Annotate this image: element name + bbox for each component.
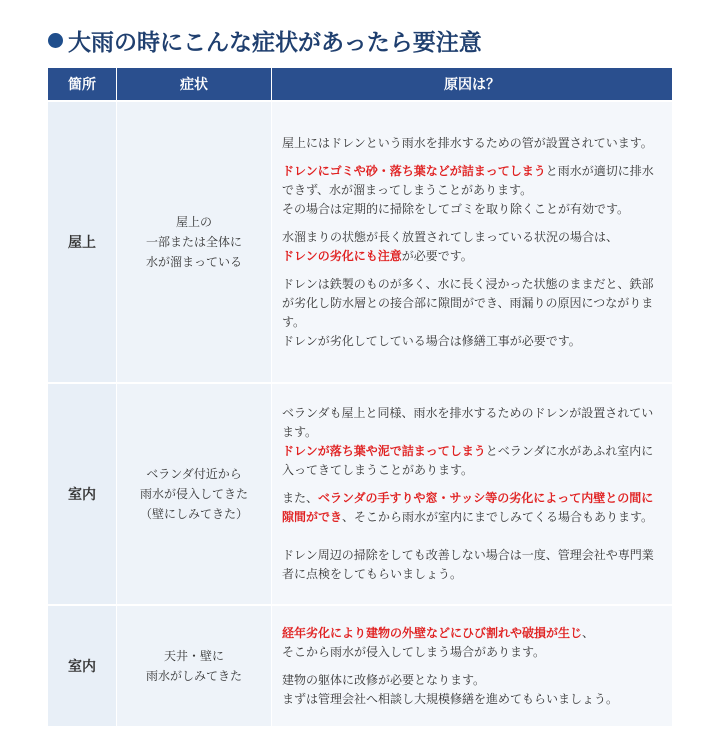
cause-paragraph	[282, 671, 664, 709]
symptom-line: 一部または全体に	[145, 235, 242, 249]
cause-cell	[272, 605, 673, 726]
body-text: ドレン周辺の掃除をしても改善しない場合は一度、管理会社や専門業者に点検をしてもらいましょう。	[282, 548, 654, 581]
cause-paragraph	[282, 228, 664, 266]
cause-paragraph	[282, 134, 664, 153]
body-text: が必要です。	[401, 248, 473, 263]
body-text: まずは管理会社へ相談し大規模修繕を進めてもらいましょう。	[282, 691, 619, 706]
location-cell: 屋上	[48, 101, 117, 383]
symptom-line: 水が溜まっている	[145, 255, 242, 269]
emphasis-text: ベランダの手すりや窓・サッシ等の劣化によって内壁との間に隙間ができ	[282, 491, 654, 524]
cause-paragraph	[282, 162, 664, 219]
symptom-table	[48, 68, 672, 726]
page-heading	[48, 22, 482, 58]
body-text: 、そこから雨水が室内にまでしみてくる場合もあります。	[342, 510, 654, 524]
body-text: また、	[282, 491, 319, 505]
table-row	[48, 605, 672, 726]
body-text: とベランダに水があふれ室内に入ってきてしまうことがあります。	[282, 444, 654, 477]
body-text: 屋上にはドレンという雨水を排水するための管が設置されています。	[282, 135, 653, 150]
symptom-line: 天井・壁に	[163, 649, 224, 663]
emphasis-text: 経年劣化により建物の外壁などにひび割れや破損が生じ	[282, 625, 583, 640]
header-symptom: 症状	[117, 68, 272, 101]
symptom-line: （壁にしみてきた）	[139, 507, 248, 521]
body-text: そこから雨水が侵入してしまう場合があります。	[282, 644, 546, 659]
symptom-line: 雨水がしみてきた	[145, 669, 242, 683]
body-text: ドレンは鉄製のものが多く、水に長く浸かった状態のままだと、鉄部が劣化し防水層との接合部に隙間ができ、雨漏りの原因につながります。	[282, 276, 654, 329]
emphasis-text: ドレンにゴミや砂・落ち葉などが詰まってしまう	[282, 163, 546, 178]
cause-paragraph	[282, 489, 664, 584]
cause-paragraph	[282, 404, 664, 480]
body-text: ドレンが劣化してしている場合は修繕工事が必要です。	[282, 333, 581, 348]
cause-paragraph	[282, 275, 664, 351]
cause-cell	[272, 383, 673, 605]
emphasis-text: ドレンが落ち葉や泥で詰まってしまう	[282, 444, 486, 458]
table-row	[48, 101, 672, 383]
location-cell: 室内	[48, 605, 117, 726]
symptom-line: 屋上の	[175, 215, 212, 229]
cause-paragraph	[282, 624, 664, 662]
body-text: と雨水が適切に排水できず、水が溜まってしまうことがあります。	[282, 163, 654, 197]
table-row	[48, 383, 672, 605]
body-text: 、	[582, 625, 595, 640]
location-cell: 室内	[48, 383, 117, 605]
heading-text: 大雨の時にこんな症状があったら要注意	[68, 29, 482, 56]
emphasis-text: ドレンの劣化にも注意	[282, 248, 402, 263]
body-text: その場合は定期的に掃除をしてゴミを取り除くことが有効です。	[282, 201, 630, 216]
body-text: 建物の躯体に改修が必要となります。	[282, 672, 486, 687]
table-header-row	[48, 68, 672, 101]
body-text: 水溜まりの状態が長く放置されてしまっている状況の場合は、	[282, 229, 619, 244]
cause-cell	[272, 101, 673, 383]
symptom-cell	[117, 383, 272, 605]
bullet-dot-icon	[48, 33, 63, 48]
body-text: ベランダも屋上と同様、雨水を排水するためのドレンが設置されています。	[282, 406, 654, 439]
body-text	[282, 529, 294, 543]
symptom-line: ベランダ付近から	[146, 467, 242, 481]
symptom-cell	[117, 605, 272, 726]
header-cause: 原因は？	[272, 68, 673, 101]
header-location: 箇所	[48, 68, 117, 101]
symptom-line: 雨水が侵入してきた	[139, 487, 248, 501]
symptom-cell	[117, 101, 272, 383]
